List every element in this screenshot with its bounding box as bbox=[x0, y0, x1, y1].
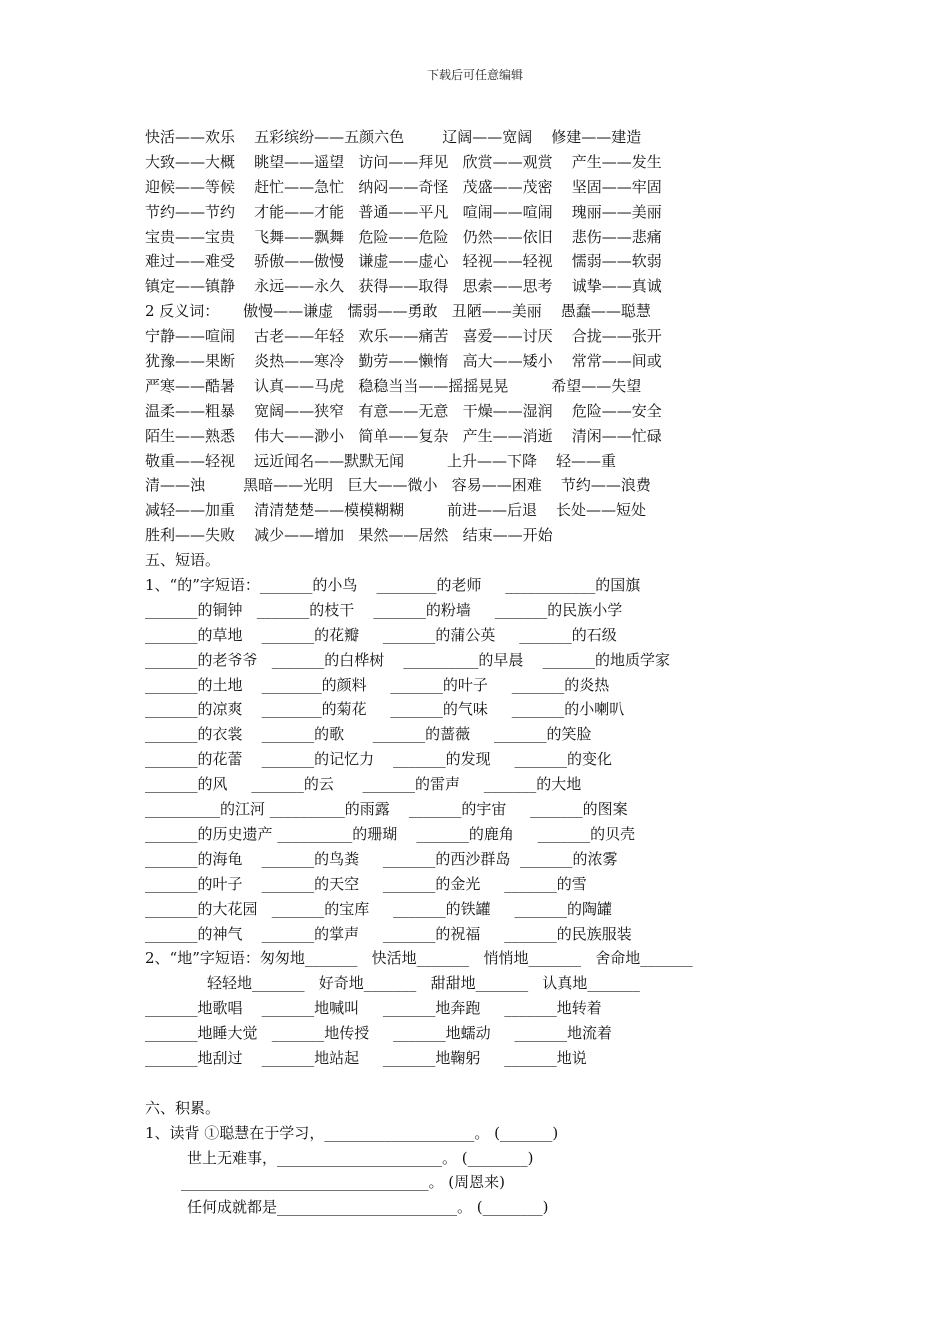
synonym-line: 难过——难受 骄傲——傲慢 谦虚——虚心 轻视——轻视 懦弱——软弱 bbox=[145, 252, 662, 271]
antonym-line: 清——浊 黑暗——光明 巨大——微小 容易——困难 节约——浪费 bbox=[145, 476, 651, 495]
antonym-line: 宁静——喧闹 古老——年轻 欢乐——痛苦 喜爱——讨厌 合拢——张开 bbox=[145, 327, 662, 346]
section-five-title: 五、短语。 bbox=[145, 551, 221, 570]
de-phrase-line: _______的风 _______的云 _______的雷声 _______的大地 bbox=[145, 775, 582, 794]
de-phrase-line: _______的大花园 _______的宝库 _______的铁罐 _______的陶罐 bbox=[145, 899, 612, 918]
synonym-line: 镇定——镇静 永远——永久 获得——取得 思索——思考 诚挚——真诚 bbox=[145, 277, 662, 296]
de-phrase-line: _______的历史遗产 __________的珊瑚 _______的鹿角 _______的贝壳 bbox=[145, 824, 636, 843]
di-phrase-line: _______地睡大觉 _______地传授 _______地蠕动 _______地流着 bbox=[145, 1024, 612, 1043]
de-phrase-line: _______的土地 ________的颜料 _______的叶子 _______的炎热 bbox=[145, 675, 610, 694]
di-phrase-line: 轻轻地_______ 好奇地_______ 甜甜地_______ 认真地_______ bbox=[207, 974, 640, 993]
antonym-line: 陌生——熟悉 伟大——渺小 简单——复杂 产生——消逝 清闲——忙碌 bbox=[145, 426, 662, 445]
di-phrase-heading-line: 2、“地”字短语：匆匆地_______ 快活地_______ 悄悄地_______ 舍命地_______ bbox=[145, 949, 693, 968]
antonym-line: 严寒——酷暑 认真——马虎 稳稳当当——摇摇晃晃 希望——失望 bbox=[145, 376, 642, 395]
antonym-line: 胜利——失败 减少——增加 果然——居然 结束——开始 bbox=[145, 526, 553, 545]
di-phrase-line: _______地刮过 _______地站起 _______地鞠躬 _______地说 bbox=[145, 1048, 587, 1067]
synonym-line: 宝贵——宝贵 飞舞——飘舞 危险——危险 仍然——依旧 悲伤——悲痛 bbox=[145, 227, 662, 246]
de-phrase-line: _______的神气 _______的掌声 _______的祝福 _______的民族服装 bbox=[145, 924, 632, 943]
reading-sub-line: 任何成就都是________________________。 (________) bbox=[187, 1198, 549, 1217]
page-header: 下载后可任意编辑 bbox=[426, 68, 523, 82]
de-phrase-line: _______的老爷爷 _______的白桦树 __________的早晨 _______的地质学家 bbox=[145, 650, 670, 669]
antonym-line: 减轻——加重 清清楚楚——模模糊糊 前进——后退 长处——短处 bbox=[145, 501, 647, 520]
de-phrase-line: _______的凉爽 ________的菊花 _______的气味 _______的小喇叭 bbox=[145, 700, 625, 719]
synonym-line: 快活——欢乐 五彩缤纷——五颜六色 辽阔——宽阔 修建——建造 bbox=[145, 128, 642, 146]
reading-sub-line: 世上无难事，______________________。 (________) bbox=[187, 1148, 534, 1167]
de-phrase-line: _______的花蕾 _______的记忆力 _______的发现 _______的变化 bbox=[145, 750, 612, 769]
synonym-line: 大致——大概 眺望——遥望 访问——拜见 欣赏——观赏 产生——发生 bbox=[145, 152, 662, 171]
antonym-line: 温柔——粗暴 宽阔——狭窄 有意——无意 干燥——湿润 危险——安全 bbox=[145, 401, 662, 420]
synonym-line: 节约——节约 才能——才能 普通——平凡 喧闹——喧闹 瑰丽——美丽 bbox=[145, 202, 662, 221]
antonym-line: 敬重——轻视 远近闻名——默默无闻 上升——下降 轻——重 bbox=[145, 451, 617, 470]
di-phrase-line: _______地歌唱 _______地喊叫 _______地奔跑 _______地转着 bbox=[145, 999, 602, 1018]
blank-line bbox=[145, 1071, 865, 1096]
section-six-title: 六、积累。 bbox=[145, 1098, 221, 1117]
reading-line: 1、读背 ①聪慧在于学习，____________________。 (_______) bbox=[145, 1123, 559, 1142]
de-phrase-line: 1、“的”字短语：_______的小鸟 ________的老师 ____________的国旗 bbox=[145, 576, 641, 595]
antonym-line: 犹豫——果断 炎热——寒冷 勤劳——懒惰 高大——矮小 常常——间或 bbox=[145, 352, 662, 371]
synonym-line: 迎候——等候 赶忙——急忙 纳闷——奇怪 茂盛——茂密 坚固——牢固 bbox=[145, 177, 662, 196]
reading-sub-line: _________________________________。 (周恩来) bbox=[181, 1173, 505, 1192]
document-body bbox=[145, 125, 865, 1220]
de-phrase-line: _______的叶子 _______的天空 _______的金光 _______的雪 bbox=[145, 874, 587, 893]
de-phrase-line: __________的江河 __________的雨露 _______的宇宙 _______的图案 bbox=[145, 800, 628, 819]
de-phrase-line: _______的海龟 _______的鸟粪 _______的西沙群岛 _______的浓雾 bbox=[145, 849, 618, 868]
de-phrase-line: _______的草地 _______的花瓣 _______的蒲公英 _______的石级 bbox=[145, 625, 617, 644]
de-phrase-line: _______的衣裳 _______的歌 _______的蔷薇 _______的笑脸 bbox=[145, 725, 592, 744]
antonym-line: 2 反义词： 傲慢——谦虚 懦弱——勇敢 丑陋——美丽 愚蠢——聪慧 bbox=[145, 302, 651, 321]
de-phrase-line: _______的铜钟 _______的枝干 _______的粉墙 _______的民族小学 bbox=[145, 600, 623, 619]
